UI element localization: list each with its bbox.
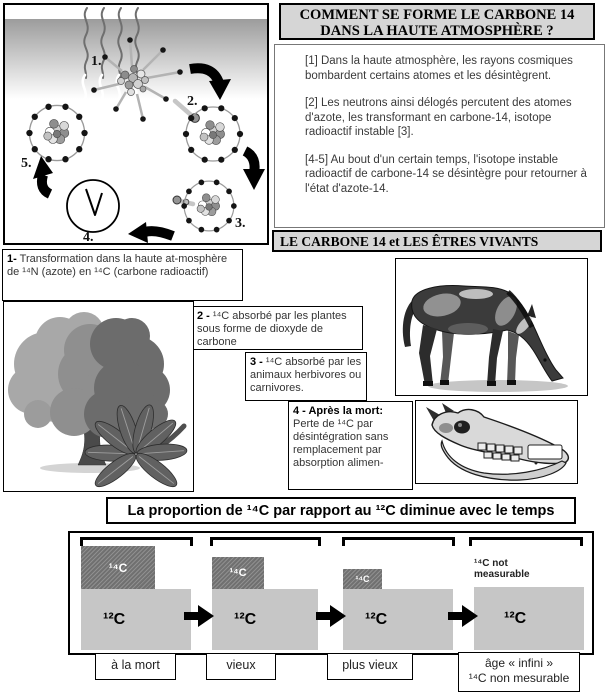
time-arrow-3-icon bbox=[448, 605, 478, 627]
skull-muzzle-gap bbox=[528, 445, 562, 459]
step-3-box bbox=[245, 352, 367, 401]
sample-bracket-4 bbox=[469, 537, 583, 546]
formation-paragraph-2: [2] Les neutrons ainsi délogés percutent des atomes d'azote, les transformant en carbone-14, isotope radioactif instable [3]. bbox=[305, 97, 572, 138]
caption-infinite-line2: ¹⁴C non mesurable bbox=[468, 671, 570, 685]
cycle-step-label-1: 1. bbox=[91, 54, 102, 69]
skull-eye-socket bbox=[454, 421, 470, 434]
step-4-box bbox=[288, 401, 413, 490]
living-title-box bbox=[272, 230, 602, 252]
arrow-step2-to-3-icon bbox=[243, 151, 265, 190]
carbon14-atom-icon bbox=[181, 180, 236, 233]
sample-bracket-3 bbox=[342, 537, 455, 546]
step-text: Perte de ¹⁴C par désintégration sans remplacement par absorption alimen- bbox=[293, 418, 389, 469]
proportion-title-text: La proportion de ¹⁴C par rapport au ¹²C diminue avec le temps bbox=[127, 503, 555, 519]
tree-image bbox=[4, 302, 193, 491]
cycle-illustration bbox=[5, 5, 267, 243]
step-text: Transformation dans la haute at-mosphère de ¹⁴N (azote) en ¹⁴C (carbone radioactif) bbox=[7, 253, 228, 278]
step-2-box bbox=[192, 306, 363, 350]
arrow-step3-to-4-icon bbox=[128, 222, 173, 243]
step-text: ¹⁴C absorbé par les plantes sous forme de dioxyde de carbone bbox=[197, 310, 347, 348]
c12-label: ¹²C bbox=[103, 610, 126, 628]
c12-box-1 bbox=[81, 589, 191, 650]
caption-infinite-age bbox=[458, 652, 580, 692]
c12-box-2 bbox=[212, 589, 318, 650]
emitted-particle bbox=[173, 196, 181, 204]
step-number: 1- bbox=[7, 253, 17, 265]
caption-older: plus vieux bbox=[327, 653, 413, 680]
c12-box-4 bbox=[474, 587, 584, 650]
c12-label: ¹²C bbox=[234, 610, 257, 628]
formation-text-box bbox=[274, 44, 605, 228]
cycle-step-label-2: 2. bbox=[187, 94, 198, 109]
sample-bracket-1 bbox=[80, 537, 193, 546]
tree-image-box bbox=[3, 301, 194, 492]
atmosphere-cycle-panel bbox=[3, 3, 269, 245]
step-number: 2 - bbox=[197, 310, 210, 322]
formation-title-box bbox=[279, 3, 595, 40]
formation-title-line2: DANS LA HAUTE ATMOSPHÈRE ? bbox=[320, 23, 554, 39]
c14-label: ¹⁴C bbox=[355, 574, 370, 584]
c14-not-measurable-note: ¹⁴C not measurable bbox=[474, 558, 530, 580]
proportion-panel bbox=[68, 531, 594, 655]
c14-box-1 bbox=[81, 546, 155, 589]
c14-label: ¹⁴C bbox=[108, 560, 128, 575]
step-1-box bbox=[2, 249, 243, 301]
c14-box-3 bbox=[343, 569, 382, 589]
caption-infinite-line1: âge « infini » bbox=[484, 656, 554, 670]
time-arrow-1-icon bbox=[184, 605, 214, 627]
c14-box-2 bbox=[212, 557, 264, 589]
step-number: 3 - bbox=[250, 356, 263, 368]
c12-label: ¹²C bbox=[365, 610, 388, 628]
cycle-step-label-3: 3. bbox=[235, 216, 246, 231]
caption-at-death: à la mort bbox=[95, 653, 176, 680]
living-title-text: LE CARBONE 14 et LES ÊTRES VIVANTS bbox=[280, 234, 539, 249]
formation-title-line1: COMMENT SE FORME LE CARBONE 14 bbox=[299, 7, 575, 23]
clock-icon bbox=[67, 180, 119, 232]
horse-skull-image bbox=[416, 401, 577, 483]
c14-label: ¹⁴C bbox=[229, 567, 247, 579]
skull-image-box bbox=[415, 400, 578, 484]
step-number: 4 - Après la mort: bbox=[293, 405, 384, 417]
time-arrow-2-icon bbox=[316, 605, 346, 627]
nitrogen14-atom-icon bbox=[26, 104, 87, 163]
formation-paragraph-3: [4-5] Au bout d'un certain temps, l'isotope instable radioactif de carbone-14 se désintègre pour retourner à l'état d'azote-14. bbox=[305, 153, 587, 195]
c12-box-3 bbox=[343, 589, 453, 650]
horse-image-box bbox=[395, 258, 588, 396]
horse-image bbox=[396, 259, 587, 395]
c12-label: ¹²C bbox=[504, 609, 527, 627]
horse-eye bbox=[543, 358, 546, 361]
proportion-title-box bbox=[106, 497, 576, 524]
formation-paragraph-1: [1] Dans la haute atmosphère, les rayons cosmiques bombardent certains atomes et les désintègrent. bbox=[305, 55, 573, 82]
sample-bracket-2 bbox=[210, 537, 321, 546]
step-text: ¹⁴C absorbé par les animaux herbivores ou carnivores. bbox=[250, 356, 362, 394]
cycle-step-label-5: 5. bbox=[21, 156, 32, 171]
caption-old: vieux bbox=[206, 653, 276, 680]
cycle-step-label-4: 4. bbox=[83, 230, 94, 243]
